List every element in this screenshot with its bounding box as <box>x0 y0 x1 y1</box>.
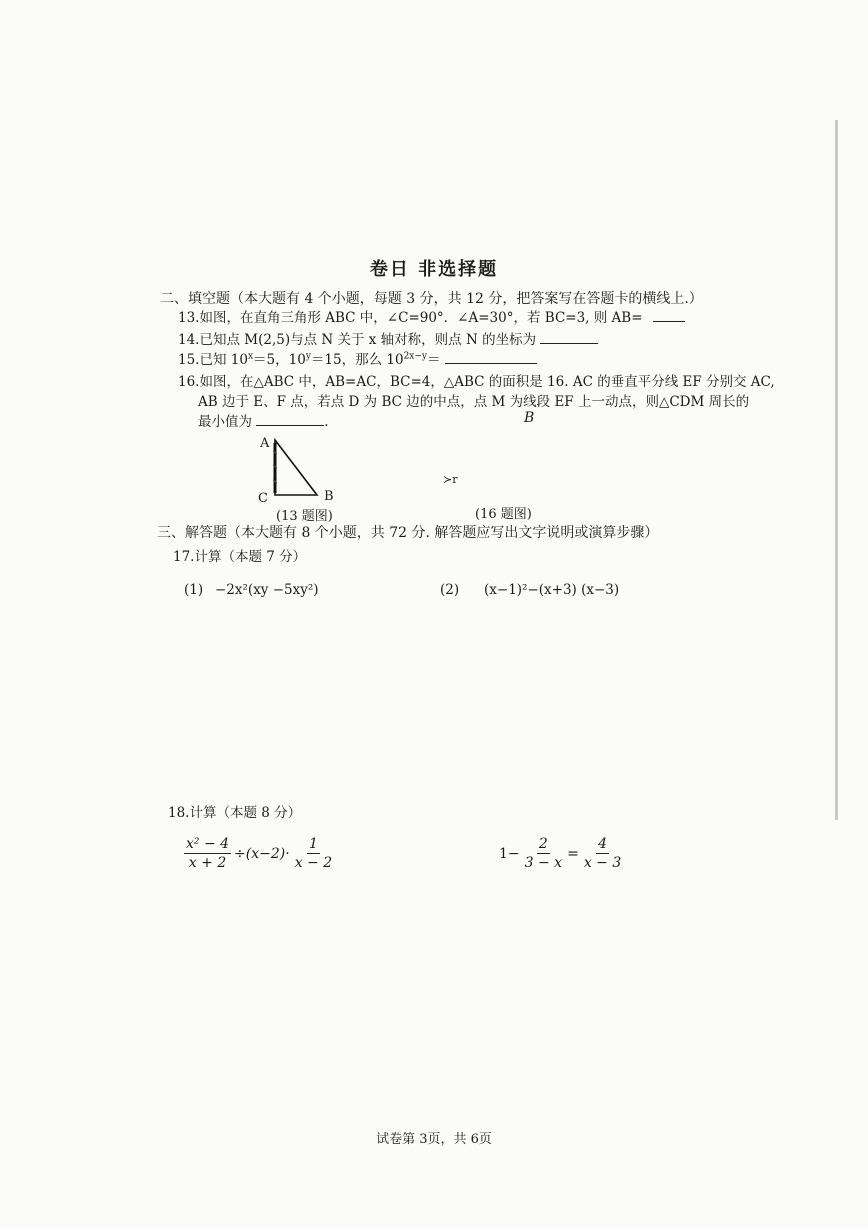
stray-mark-small: ≻r <box>443 473 458 486</box>
q18-left-fraction-2 <box>293 836 334 871</box>
q17-part1-expression: −2x²(xy −5xy²) <box>215 582 319 598</box>
q18-right-fraction-1 <box>523 836 564 871</box>
question-16-line1: 16.如图，在△ABC 中，AB=AC，BC=4，△ABC 的面积是 16. AC 的垂直平分线 EF 分别交 AC, <box>178 374 775 390</box>
q15-part2: ＝5，10 <box>253 352 306 368</box>
scan-edge-mark <box>835 120 838 820</box>
solution-heading: 三、解答题（本大题有 8 个小题，共 72 分. 解答题应写出文字说明或演算步骤） <box>157 525 659 541</box>
triangle-abc <box>275 440 317 495</box>
answer-blank-13 <box>653 309 685 322</box>
q15-exp3: 2x−y <box>403 351 427 362</box>
q18-left-middle: ÷(x−2)· <box>234 845 290 862</box>
q18-r-f2-den: x − 3 <box>583 855 622 871</box>
question-15 <box>178 348 537 368</box>
stray-mark: B <box>524 410 535 426</box>
q18-l-f2-den: x − 2 <box>294 855 333 871</box>
answer-blank-16 <box>256 413 324 426</box>
question-13 <box>178 306 685 326</box>
question-16-line3 <box>198 410 329 430</box>
answer-blank-14 <box>540 331 598 344</box>
q15-exp2: y <box>305 351 311 362</box>
q17-part1-number: (1) <box>184 582 204 598</box>
question-13-text: 13.如图，在直角三角形 ABC 中，∠C=90°．∠A=30°，若 BC=3, 则 AB= <box>178 310 643 326</box>
q18-l-f2-num: 1 <box>308 836 318 852</box>
fill-blank-heading: 二、填空题（本大题有 4 个小题，每题 3 分，共 12 分，把答案写在答题卡的横线上.） <box>160 291 703 307</box>
q18-right-prefix: 1− <box>499 845 520 862</box>
q18-equals: = <box>567 845 579 862</box>
q15-part4: ＝ <box>427 352 441 368</box>
vertex-b-label: B <box>324 489 334 504</box>
q18-l-f1-den: x + 2 <box>188 855 227 871</box>
q18-right-fraction-2 <box>582 836 623 871</box>
q18-l-f1-num: x² − 4 <box>186 836 230 852</box>
vertex-a-label: A <box>260 436 270 451</box>
figure-16-caption: (16 题图) <box>475 507 532 522</box>
q17-part2-expression: (x−1)²−(x+3) (x−3) <box>484 582 620 598</box>
vertex-c-label: C <box>258 491 268 506</box>
page-footer: 试卷第 3页，共 6页 <box>376 1132 492 1147</box>
section-title: 卷日 非选择题 <box>369 259 499 280</box>
q15-exp1: x <box>247 351 254 362</box>
q18-r-f1-num: 2 <box>538 836 548 852</box>
q18-right-equation <box>499 836 623 871</box>
q15-part1: 15.已知 10 <box>178 352 248 368</box>
answer-blank-15 <box>445 351 537 364</box>
q15-part3: ＝15，那么 10 <box>310 352 404 368</box>
question-14 <box>178 328 598 348</box>
q18-left-fraction-1 <box>184 836 231 871</box>
q16-period: . <box>324 414 329 430</box>
question-16-line2: AB 边于 E、F 点，若点 D 为 BC 边的中点，点 M 为线段 EF 上一动点，则△CDM 周长的 <box>198 394 750 410</box>
q18-r-f1-den: 3 − x <box>524 855 563 871</box>
question-18-label: 18.计算（本题 8 分） <box>168 805 302 821</box>
q17-part2-number: (2) <box>440 582 460 598</box>
q18-r-f2-num: 4 <box>598 836 607 852</box>
question-14-text: 14.已知点 M(2,5)与点 N 关于 x 轴对称，则点 N 的坐标为 <box>178 332 537 348</box>
q16-text: 最小值为 <box>198 414 252 430</box>
figure-13-caption: (13 题图) <box>276 509 333 524</box>
question-17-label: 17.计算（本题 7 分） <box>173 549 307 565</box>
q18-left-expression <box>184 836 334 871</box>
